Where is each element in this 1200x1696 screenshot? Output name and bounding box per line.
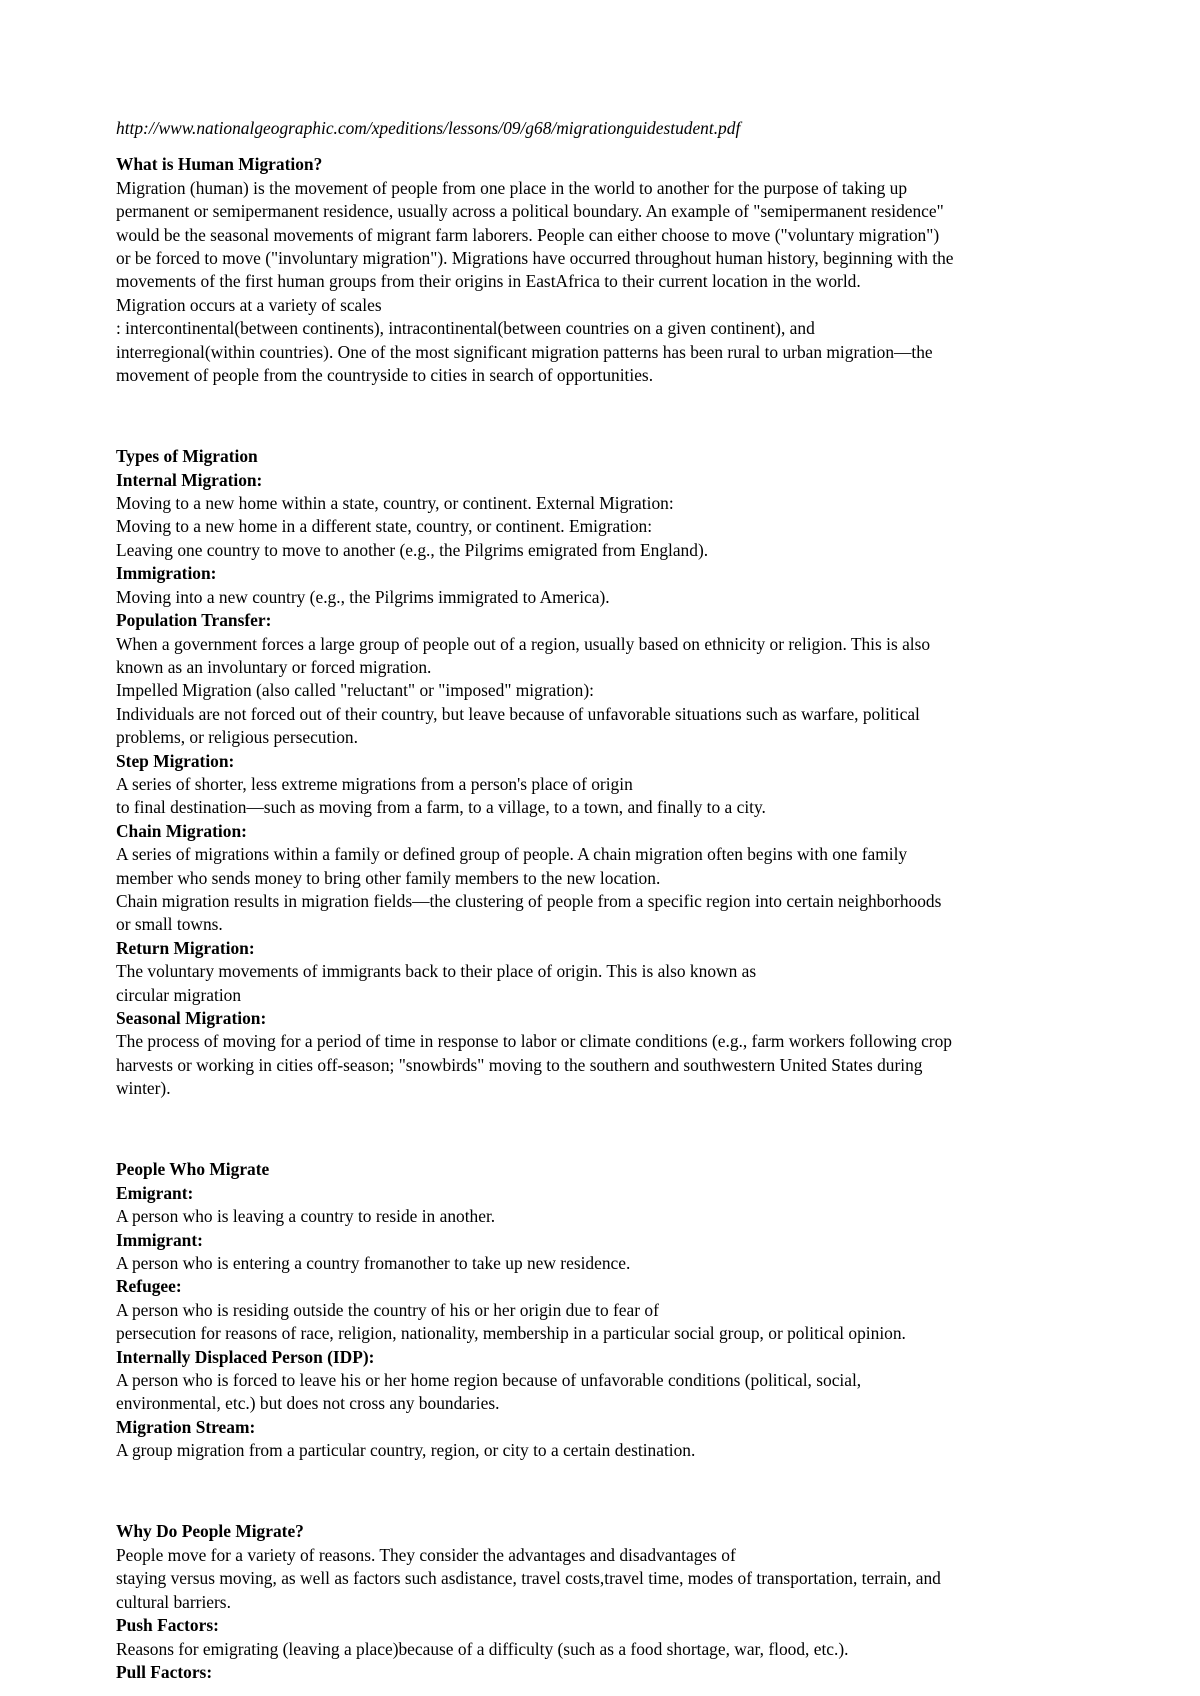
text-line: Individuals are not forced out of their country, but leave because of unfavorable situations such as warfare, political xyxy=(116,703,920,724)
section-heading: What is Human Migration? xyxy=(116,154,323,175)
text-line: winter). xyxy=(116,1078,171,1099)
text-line: harvests or working in cities off-season; "snowbirds" moving to the southern and southwestern United States during xyxy=(116,1054,923,1075)
text-line: movement of people from the countryside to cities in search of opportunities. xyxy=(116,365,654,386)
text-line: permanent or semipermanent residence, usually across a political boundary. An example of "semipermanent residence" xyxy=(116,201,944,222)
section-heading: Seasonal Migration: xyxy=(116,1008,267,1028)
paragraph-gap xyxy=(116,1480,1100,1503)
section-heading: Immigrant: xyxy=(116,1229,203,1250)
text-line: Leaving one country to move to another (e.g., the Pilgrims emigrated from England). xyxy=(116,539,709,560)
text-line: member who sends money to bring other family members to the new location. xyxy=(116,867,661,888)
section-heading: Immigration: xyxy=(116,563,217,584)
text-line: Migration (human) is the movement of people from one place in the world to another for the purpose of taking up xyxy=(116,177,908,198)
section-heading: Return Migration: xyxy=(116,937,255,958)
text-line: persecution for reasons of race, religion, nationality, membership in a particular social group, or political opinion. xyxy=(116,1323,906,1344)
text-line: or small towns. xyxy=(116,914,223,935)
text-line: A series of shorter, less extreme migrations from a person's place of origin xyxy=(116,773,633,794)
section-heading: Why Do People Migrate? xyxy=(116,1521,304,1542)
text-line: The process of moving for a period of time in response to labor or climate conditions (e.g., farm workers following crop xyxy=(116,1031,952,1052)
text-line: When a government forces a large group of people out of a region, usually based on ethnicity or religion. This is also xyxy=(116,633,931,654)
document-body xyxy=(116,153,1100,1684)
text-line: Chain migration results in migration fields—the clustering of people from a specific region into certain neighborhoods xyxy=(116,890,942,911)
text-line: interregional(within countries). One of the most significant migration patterns has been rural to urban migration—the xyxy=(116,341,933,362)
text-line: : intercontinental(between continents), intracontinental(between countries on a given continent), and xyxy=(116,318,815,339)
text-line: circular migration xyxy=(116,984,242,1005)
text-line: A person who is forced to leave his or her home region because of unfavorable conditions (political, social, xyxy=(116,1370,862,1391)
text-line: would be the seasonal movements of migrant farm laborers. People can either choose to move ("voluntary migration") xyxy=(116,224,940,245)
text-line: A group migration from a particular country, region, or city to a certain destination. xyxy=(116,1440,696,1461)
section-heading: Population Transfer: xyxy=(116,610,272,631)
text-line: staying versus moving, as well as factors such asdistance, travel costs,travel time, modes of transportation, terrain, and xyxy=(116,1568,941,1589)
document-page xyxy=(116,117,1100,1684)
text-line: Moving into a new country (e.g., the Pilgrims immigrated to America). xyxy=(116,586,610,607)
text-line: A person who is entering a country fromanother to take up new residence. xyxy=(116,1253,631,1274)
text-line: problems, or religious persecution. xyxy=(116,727,358,748)
text-line: People move for a variety of reasons. They consider the advantages and disadvantages of xyxy=(116,1544,736,1565)
text-line: environmental, etc.) but does not cross any boundaries. xyxy=(116,1393,500,1414)
section-heading: Migration Stream: xyxy=(116,1416,256,1437)
section-heading: People Who Migrate xyxy=(116,1159,270,1180)
paragraph-gap xyxy=(116,1118,1100,1141)
text-line: Reasons for emigrating (leaving a place)because of a difficulty (such as a food shortage, war, flood, etc.). xyxy=(116,1638,849,1659)
section-heading: Internal Migration: xyxy=(116,469,263,490)
text-line: cultural barriers. xyxy=(116,1591,231,1612)
text-line: A person who is residing outside the country of his or her origin due to fear of xyxy=(116,1299,659,1320)
text-line: Impelled Migration (also called "reluctant" or "imposed" migration): xyxy=(116,680,595,701)
paragraph-gap xyxy=(116,405,1100,428)
text-line: Moving to a new home within a state, country, or continent. External Migration: xyxy=(116,493,674,514)
text-line: movements of the first human groups from their origins in EastAfrica to their current location in the world. xyxy=(116,271,861,292)
section-heading: Step Migration: xyxy=(116,750,235,771)
text-line: Migration occurs at a variety of scales xyxy=(116,294,382,315)
section-heading: Types of Migration xyxy=(116,446,258,467)
text-line: The voluntary movements of immigrants back to their place of origin. This is also known as xyxy=(116,961,757,982)
text-line: A series of migrations within a family or defined group of people. A chain migration often begins with one family xyxy=(116,844,908,865)
source-url: http://www.nationalgeographic.com/xpeditions/lessons/09/g68/migrationguidestudent.pdf xyxy=(116,118,741,138)
section-heading: Pull Factors: xyxy=(116,1661,213,1682)
section-heading: Internally Displaced Person (IDP): xyxy=(116,1346,375,1367)
section-heading: Push Factors: xyxy=(116,1615,219,1636)
text-line: A person who is leaving a country to reside in another. xyxy=(116,1206,496,1227)
text-line: to final destination—such as moving from a farm, to a village, to a town, and finally to a city. xyxy=(116,797,766,818)
section-heading: Emigrant: xyxy=(116,1182,194,1203)
text-line: or be forced to move ("involuntary migration"). Migrations have occurred throughout human history, beginning with the xyxy=(116,248,954,269)
text-line: Moving to a new home in a different state, country, or continent. Emigration: xyxy=(116,516,653,537)
section-heading: Chain Migration: xyxy=(116,820,247,841)
section-heading: Refugee: xyxy=(116,1276,182,1297)
text-line: known as an involuntary or forced migration. xyxy=(116,656,432,677)
